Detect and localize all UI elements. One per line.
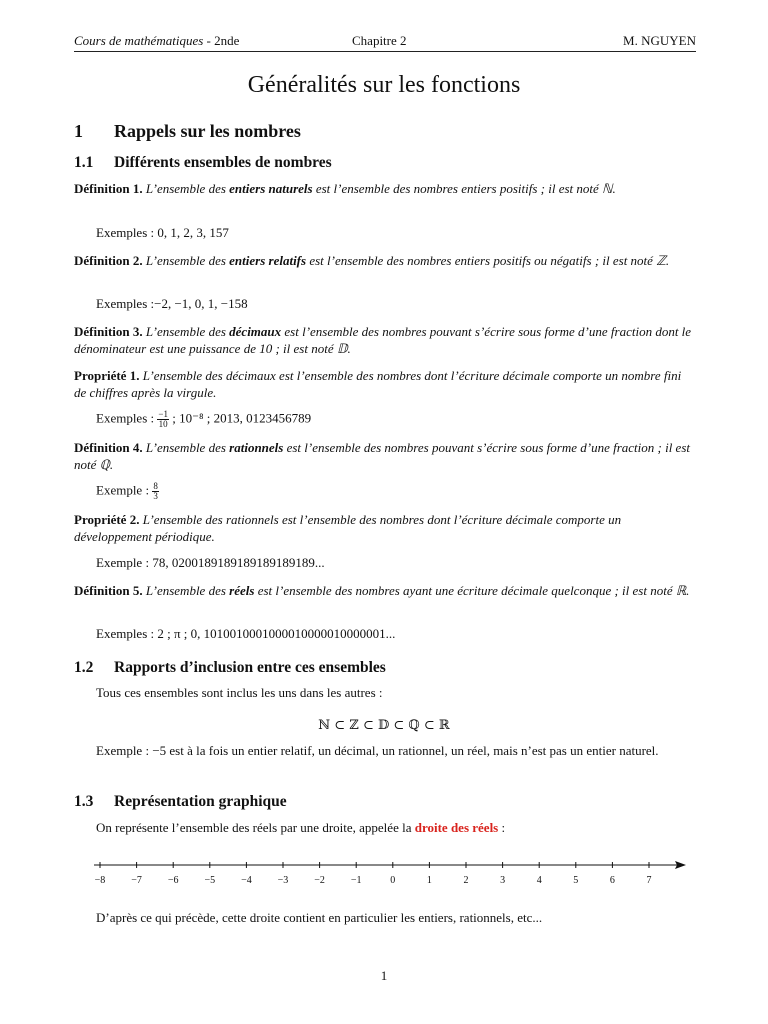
section-heading-1: 1 Rappels sur les nombres bbox=[74, 121, 301, 141]
property-1-example: Exemples : $\frac{-1}{10}$ ; 10⁻⁸ ; 2013, 0123456789 bbox=[96, 409, 312, 429]
property-2-example: Exemple : 78, 0200189189189189189189... bbox=[96, 555, 325, 570]
real-number-line bbox=[90, 855, 690, 891]
axis-tick-label: 4 bbox=[536, 875, 542, 886]
axis-tick-label: 0 bbox=[390, 875, 396, 886]
axis-tick-label: 6 bbox=[609, 875, 615, 886]
axis-tick-label: 5 bbox=[573, 875, 579, 886]
axis-tick-label: 7 bbox=[646, 875, 652, 886]
inclusion-chain: ℕ ⊂ ℤ ⊂ 𝔻 ⊂ ℚ ⊂ ℝ bbox=[318, 718, 450, 733]
page-number: 1 bbox=[380, 968, 388, 983]
author-name: M. NGUYEN bbox=[623, 33, 696, 48]
definition-2-example: Exemples :−2, −1, 0, 1, −158 bbox=[96, 296, 248, 311]
axis-tick-label: −3 bbox=[277, 875, 289, 886]
definition-1-example: Exemples : 0, 1, 2, 3, 157 bbox=[96, 225, 229, 240]
property-2: Propriété 2. L’ensemble des rationnels est l’ensemble des nombres dont l’écriture décimale comporte un développement périodique. bbox=[74, 512, 622, 544]
inclusion-intro: Tous ces ensembles sont inclus les uns dans les autres : bbox=[96, 685, 383, 700]
axis-tick-label: −5 bbox=[204, 875, 216, 886]
axis-tick-label: 3 bbox=[500, 875, 506, 886]
inclusion-example: Exemple : −5 est à la fois un entier relatif, un décimal, un rationnel, un réel, mais n’est pas un entier naturel. bbox=[96, 743, 659, 758]
definition-4: Définition 4. L’ensemble des rationnels est l’ensemble des nombres pouvant s’écrire sous forme d’une fraction ; il est noté ℚ. bbox=[74, 440, 690, 472]
definition-2: Définition 2. L’ensemble des entiers relatifs est l’ensemble des nombres entiers positifs ou négatifs ; il est noté ℤ. bbox=[74, 253, 670, 268]
definition-1: Définition 1. L’ensemble des entiers naturels est l’ensemble des nombres entiers positifs ; il est noté ℕ. bbox=[74, 181, 616, 196]
graph-conclusion: D’après ce qui précède, cette droite contient en particulier les entiers, rationnels, etc... bbox=[96, 910, 543, 925]
fraction: $\frac{-1}{10}$ bbox=[158, 409, 168, 429]
header-rule bbox=[74, 51, 696, 52]
definition-3: Définition 3. L’ensemble des décimaux est l’ensemble des nombres pouvant s’écrire sous forme d’une fraction dont le dénominateur est une puissance de 10 ; il est noté 𝔻. bbox=[74, 324, 692, 356]
axis-tick-label: 2 bbox=[463, 875, 469, 886]
page-title: Généralités sur les fonctions bbox=[247, 72, 521, 98]
definition-5-example: Exemples : 2 ; π ; 0, 1010010001000010000010000001... bbox=[96, 626, 396, 641]
axis-tick-label: −1 bbox=[350, 875, 362, 886]
axis-tick-label: −7 bbox=[131, 875, 142, 886]
axis-tick-label: −8 bbox=[94, 875, 106, 886]
tick-group bbox=[95, 862, 652, 886]
subsection-heading-1-3: 1.3 Représentation graphique bbox=[74, 793, 287, 810]
axis-tick-label: −6 bbox=[167, 875, 179, 886]
running-header bbox=[74, 33, 696, 53]
property-1: Propriété 1. L’ensemble des décimaux est l’ensemble des nombres dont l’écriture décimale comporte un nombre fini de chiffres après la virgule. bbox=[74, 368, 682, 400]
course-title: Cours de mathématiques - 2nde bbox=[74, 33, 240, 48]
subsection-heading-1-2: 1.2 Rapports d’inclusion entre ces ensembles bbox=[74, 659, 386, 676]
highlight-term: droite des réels bbox=[414, 820, 499, 835]
graph-intro: On représente l’ensemble des réels par une droite, appelée la droite des réels : bbox=[96, 820, 506, 835]
fraction: $\frac{8}{3}$ bbox=[153, 481, 158, 501]
axis-tick-label: 1 bbox=[426, 875, 432, 886]
subsection-heading-1-1: 1.1 Différents ensembles de nombres bbox=[74, 154, 332, 171]
axis-tick-label: −4 bbox=[241, 875, 252, 886]
definition-4-example: Exemple : $\frac{8}{3}$ bbox=[96, 481, 158, 501]
axis-tick-label: −2 bbox=[314, 875, 325, 886]
chapter-label: Chapitre 2 bbox=[352, 33, 407, 48]
definition-5: Définition 5. L’ensemble des réels est l’ensemble des nombres ayant une écriture décimale quelconque ; il est noté ℝ. bbox=[74, 583, 690, 598]
